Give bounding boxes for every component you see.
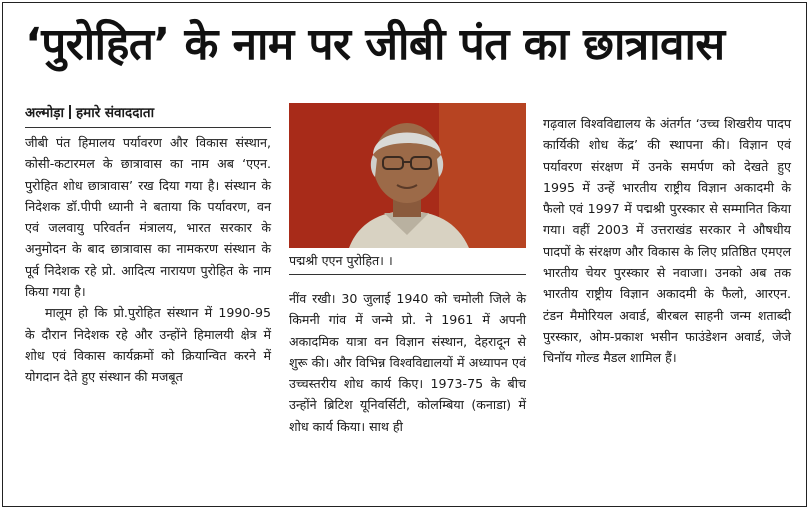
headline: ‘पुरोहित’ के नाम पर जीबी पंत का छात्रावास — [25, 19, 725, 70]
portrait-photo — [289, 103, 526, 248]
byline — [25, 103, 271, 128]
dateline-place: अल्मोड़ा — [25, 105, 64, 121]
portrait-illustration — [289, 103, 526, 248]
reporter-credit: हमारे संवाददाता — [75, 105, 155, 121]
paragraph-4: गढ़वाल विश्वविद्यालय के अंतर्गत ‘उच्च शिखरीय पादप कार्यिकी शोध केंद्र’ की स्थापना की। विज्ञान एवं पर्यावरण संरक्षण में उनके समर्पण को देखते हुए 1995 में उन्हें भारतीय राष्ट्रीय विज्ञान अकादमी के फैलो एवं 1997 में पद्मश्री पुरस्कार से सम्मानित किया गया। वहीं 2003 में उत्तराखंड सरकार ने औषधीय पादपों के संरक्षण और विकास के लिए प्रतिष्ठित एमएल भारतीय चेयर पुरस्कार से नवाजा। उनको अब तक भारतीय राष्ट्रीय विज्ञान अकादमी के फैलो, आरएन. टंडन मैमोरियल अवार्ड, बीरबल साहनी जन्म शताब्दी पुरस्कार, ओम-प्रकाश भसीन फाउंडेशन अवार्ड, जेजे चिनॉय गोल्ड मैडल शामिल हैं। — [543, 116, 791, 366]
paragraph-3: नींव रखी। 30 जुलाई 1940 को चमोली जिले के किमनी गांव में जन्मे प्रो. ने 1961 में अपनी अकादमिक यात्रा वन विज्ञान संस्थान, देहरादून से शुरू की। और विभिन्न विश्वविद्यालयों में अध्यापन एवं उच्चस्तरीय शोध कार्य किए। 1973-75 के बीच उन्होंने ब्रिटिश यूनिवर्सिटी, कोलम्बिया (कनाडा) में शोध कार्य किया। साथ ही — [289, 291, 526, 434]
paragraph-2: मालूम हो कि प्रो.पुरोहित संस्थान में 1990-95 के दौरान निदेशक रहे और उन्होंने हिमालयी क्षेत्र में शोध एवं विकास कार्यक्रमों को क्रियान्वित करने में योगदान देते हुए संस्थान की मजबूत — [25, 305, 271, 385]
newspaper-clipping — [2, 2, 807, 507]
article-column-2 — [289, 288, 526, 437]
photo-caption: पद्मश्री एएन पुरोहित। । — [289, 250, 526, 275]
byline-divider — [69, 105, 71, 119]
article-column-1 — [25, 103, 271, 388]
paragraph-1: जीबी पंत हिमालय पर्यावरण और विकास संस्थान, कोसी-कटारमल के छात्रावास का नाम अब ‘एएन. पुरोहित शोध छात्रावास’ रख दिया गया है। संस्थान के निदेशक डॉ.पीपी ध्यानी ने बताया कि पर्यावरण, वन एवं जलवायु परिवर्तन मंत्रालय, भारत सरकार के अनुमोदन के बाद छात्रावास का नामकरण संस्थान के पूर्व निदेशक रहे प्रो. आदित्य नारायण पुरोहित के नाम किया गया है। — [25, 135, 271, 300]
article-column-3 — [543, 113, 791, 369]
